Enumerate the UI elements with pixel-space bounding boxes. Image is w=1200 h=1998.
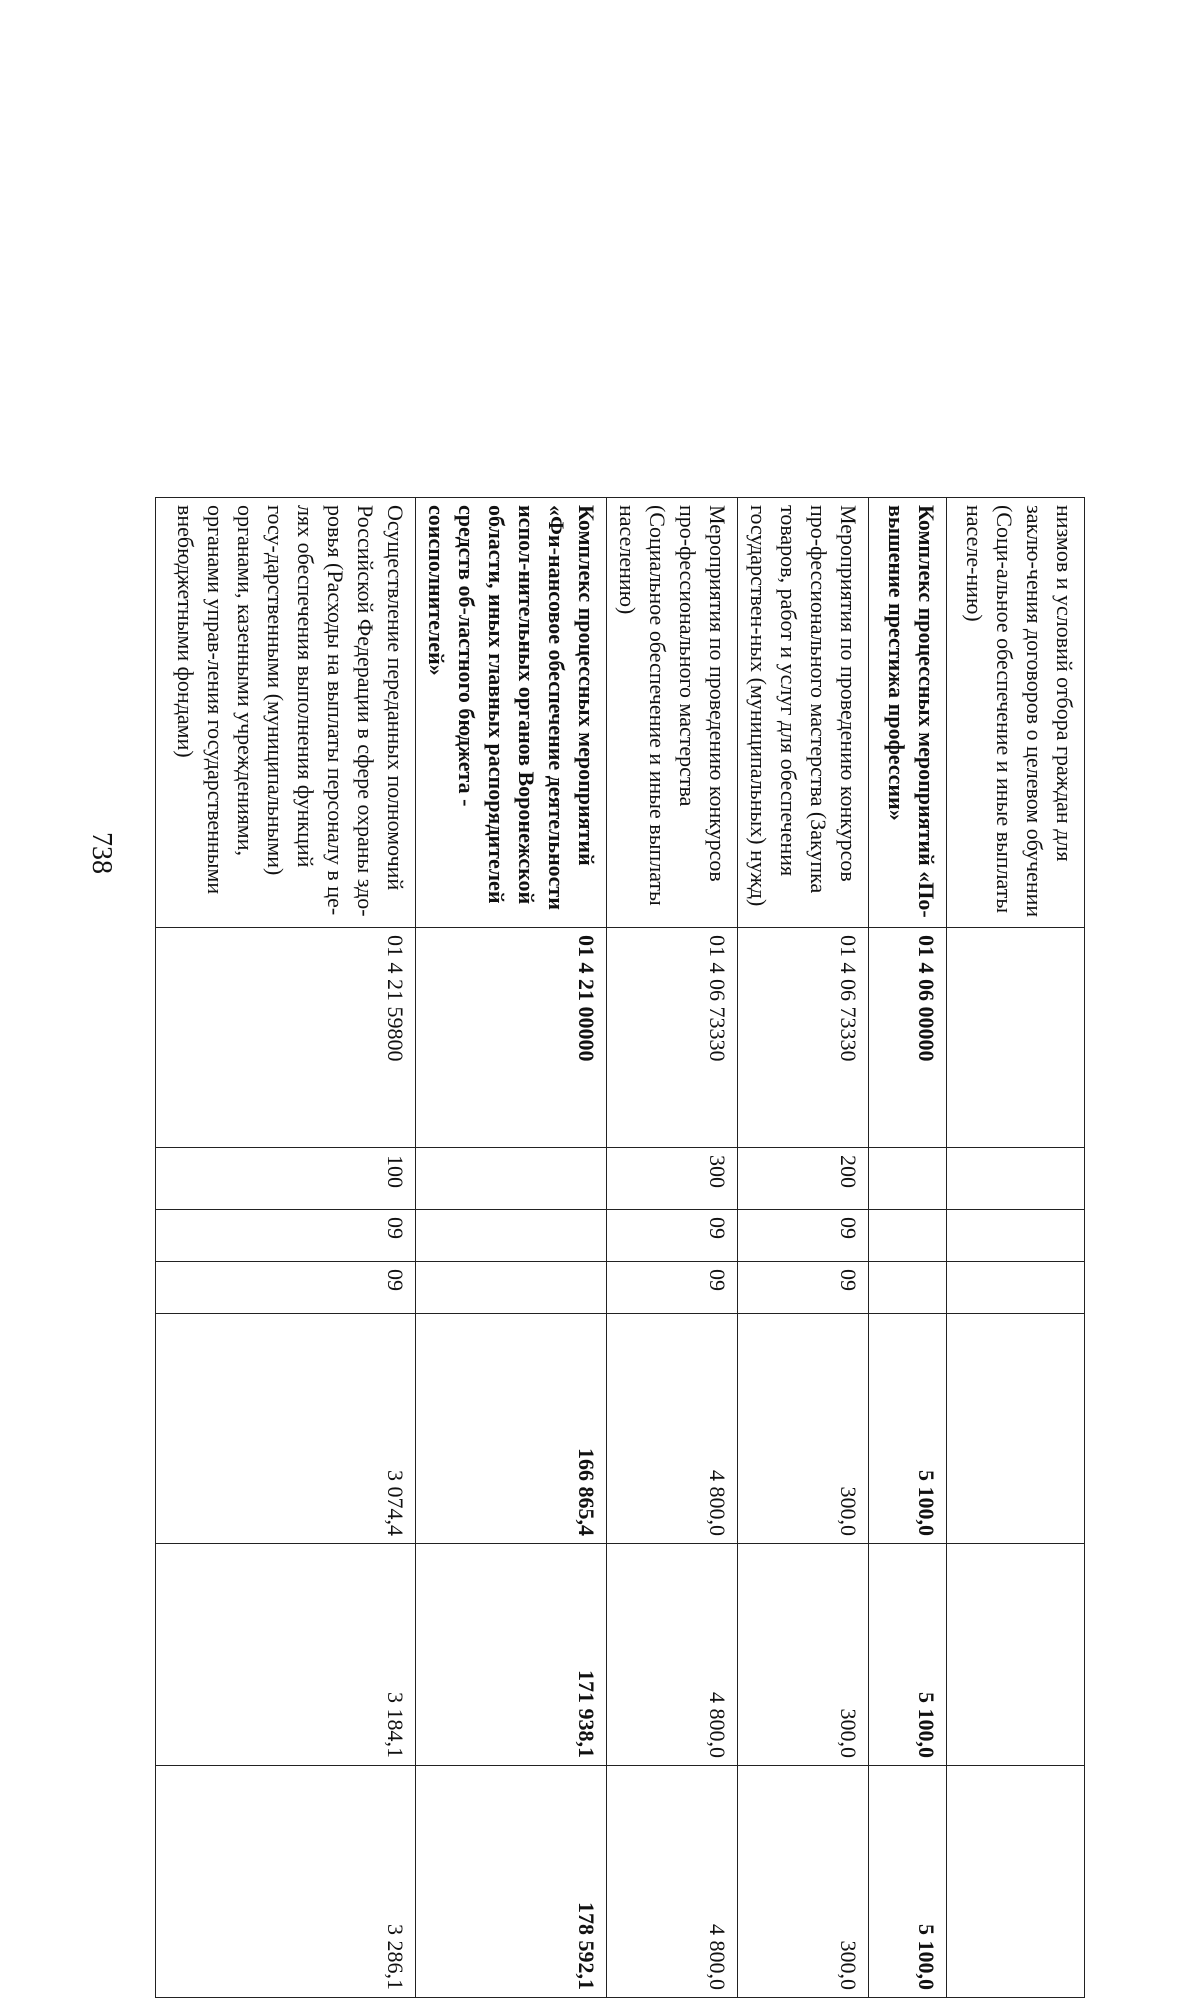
row-amount-year3-cell [947,1766,1085,1998]
row-name-cell: низмов и условий отбора граждан для заклю-чения договоров о целевом обучении (Соци-альное обеспечение и иные выплаты населе-нию) [947,498,1085,928]
budget-table [155,497,1085,1998]
row-section-cell [416,1210,607,1262]
row-expense-type-cell [947,1148,1085,1210]
row-amount-year2-cell: 300,0 [738,1544,869,1766]
row-target-code-cell: 01 4 06 73330 [607,928,738,1148]
table-row [416,498,607,1998]
row-subsection-cell [869,1262,947,1314]
row-section-cell: 09 [738,1210,869,1262]
row-subsection-cell: 09 [156,1262,416,1314]
row-section-cell: 09 [156,1210,416,1262]
row-amount-year1-cell [947,1314,1085,1544]
row-name-cell: Комплекс процессных мероприятий «По-вышение престижа профессии» [869,498,947,928]
row-expense-type-cell: 200 [738,1148,869,1210]
row-expense-type-cell [416,1148,607,1210]
table-row [869,498,947,1998]
row-subsection-cell [416,1262,607,1314]
row-expense-type-cell: 300 [607,1148,738,1210]
row-amount-year3-cell: 178 592,1 [416,1766,607,1998]
row-amount-year1-cell: 300,0 [738,1314,869,1544]
row-amount-year2-cell: 171 938,1 [416,1544,607,1766]
row-amount-year1-cell: 166 865,4 [416,1314,607,1544]
row-amount-year3-cell: 300,0 [738,1766,869,1998]
row-amount-year1-cell: 4 800,0 [607,1314,738,1544]
row-amount-year1-cell: 3 074,4 [156,1314,416,1544]
row-target-code-cell: 01 4 21 59800 [156,928,416,1148]
table-row [607,498,738,1998]
row-amount-year2-cell: 3 184,1 [156,1544,416,1766]
row-section-cell [869,1210,947,1262]
table-row [947,498,1085,1998]
row-subsection-cell [947,1262,1085,1314]
row-amount-year3-cell: 4 800,0 [607,1766,738,1998]
row-target-code-cell: 01 4 06 00000 [869,928,947,1148]
row-name-cell: Мероприятия по проведению конкурсов про-фессионального мастерства (Закупка товаров, работ и услуг для обеспечения государствен-ных (муниципальных) нужд) [738,498,869,928]
row-amount-year2-cell: 4 800,0 [607,1544,738,1766]
row-amount-year3-cell: 5 100,0 [869,1766,947,1998]
row-section-cell [947,1210,1085,1262]
row-subsection-cell: 09 [738,1262,869,1314]
row-amount-year2-cell: 5 100,0 [869,1544,947,1766]
row-expense-type-cell [869,1148,947,1210]
budget-table-wrapper [173,497,1085,1997]
row-target-code-cell [947,928,1085,1148]
table-row [156,498,416,1998]
page-number: 738 [86,832,117,874]
row-target-code-cell: 01 4 21 00000 [416,928,607,1148]
row-amount-year3-cell: 3 286,1 [156,1766,416,1998]
row-amount-year2-cell [947,1544,1085,1766]
row-target-code-cell: 01 4 06 73330 [738,928,869,1148]
table-row [738,498,869,1998]
row-name-cell: Осуществление переданных полномочий Российской Федерации в сфере охраны здо-ровья (Расходы на выплаты персоналу в це-лях обеспечения выполнения функций госу-дарственными (муниципальными) органами, казенными учреждениями, органами управ-ления государственными внебюджетными фондами) [156,498,416,928]
row-subsection-cell: 09 [607,1262,738,1314]
row-name-cell: Мероприятия по проведению конкурсов про-фессионального мастерства (Социальное обеспечение и иные выплаты населению) [607,498,738,928]
row-expense-type-cell: 100 [156,1148,416,1210]
row-name-cell: Комплекс процессных мероприятий «Фи-нансовое обеспечение деятельности испол-нительных органов Воронежской области, иных главных распорядителей средств об-ластного бюджета - соисполнителей» [416,498,607,928]
row-section-cell: 09 [607,1210,738,1262]
row-amount-year1-cell: 5 100,0 [869,1314,947,1544]
